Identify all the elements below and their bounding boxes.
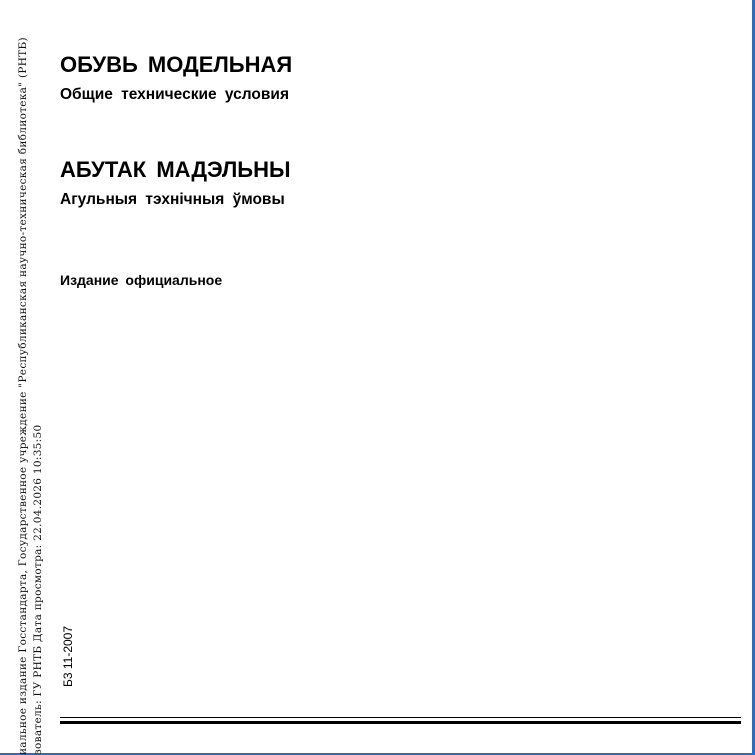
footer-rule-thin: [60, 717, 741, 718]
document-code: Б3 11-2007: [61, 625, 75, 687]
side-watermark-line2: зователь: ГУ РНТБ Дата просмотра: 22.04.2026 10:35:50: [32, 424, 44, 755]
edition-label: Издание официальное: [60, 272, 223, 288]
side-watermark-line1: иальное издание Госстандарта, Государственное учреждение "Республиканская научно-техническая библиотека" (РНТБ): [17, 37, 29, 755]
title-belarusian: АБУТАК МАДЭЛЬНЫ: [60, 157, 291, 182]
subtitle-belarusian: Агульныя тэхнічныя ўмовы: [60, 191, 285, 208]
subtitle-russian: Общие технические условия: [60, 86, 289, 103]
title-russian: ОБУВЬ МОДЕЛЬНАЯ: [60, 52, 293, 77]
footer-rule-thick: [60, 721, 741, 724]
